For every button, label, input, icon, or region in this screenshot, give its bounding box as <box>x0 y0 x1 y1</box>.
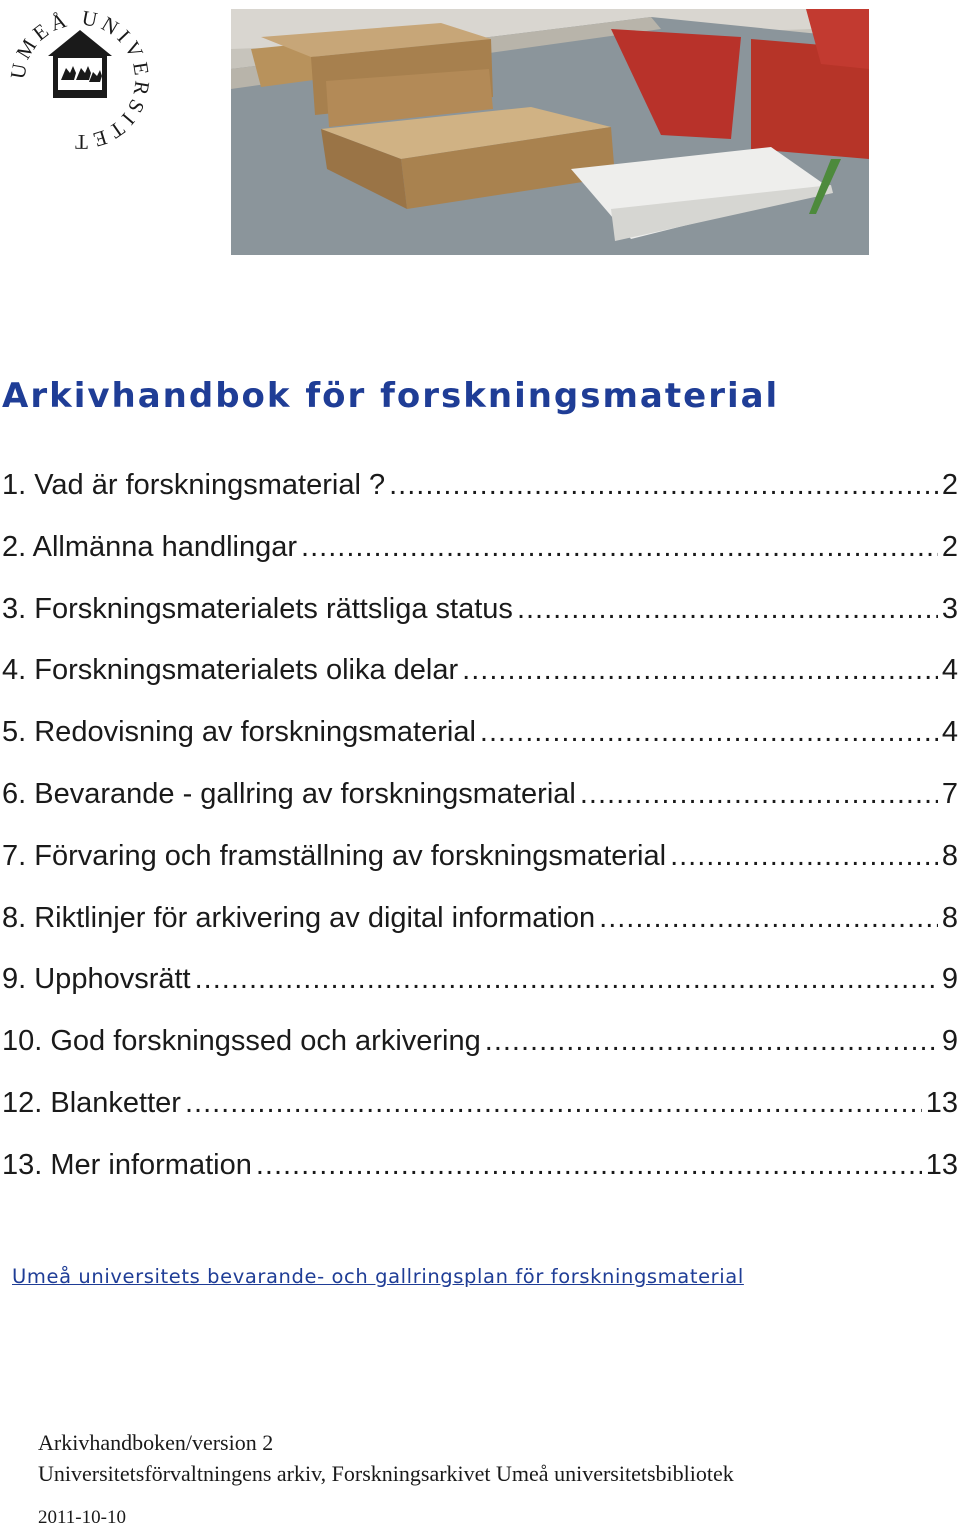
toc-entry[interactable] <box>0 647 960 709</box>
toc-entry-page: 4 <box>941 716 958 749</box>
archive-boxes-photo <box>231 9 869 255</box>
toc-entry-page: 4 <box>941 654 958 687</box>
toc-leader-dots <box>485 1018 938 1064</box>
toc-entry[interactable] <box>0 709 960 771</box>
university-logo <box>0 0 160 160</box>
toc-entry-page: 3 <box>941 592 958 625</box>
toc-entry-label: 10. God forskningssed och arkivering <box>2 1025 481 1058</box>
toc-entry[interactable] <box>0 524 960 586</box>
toc-entry-label: 13. Mer information <box>2 1148 252 1181</box>
toc-entry[interactable] <box>0 1018 960 1080</box>
toc-entry-label: 12. Blanketter <box>2 1086 181 1119</box>
toc-entry[interactable] <box>0 1142 960 1204</box>
toc-entry[interactable] <box>0 1080 960 1142</box>
toc-entry[interactable] <box>0 895 960 957</box>
toc-leader-dots <box>670 833 938 879</box>
toc-entry[interactable] <box>0 833 960 895</box>
toc-entry-label: 3. Forskningsmaterialets rättsliga status <box>2 592 513 625</box>
preservation-plan-link[interactable]: Umeå universitets bevarande- och gallringsplan för forskningsmaterial <box>12 1265 744 1288</box>
toc-entry-label: 4. Forskningsmaterialets olika delar <box>2 654 459 687</box>
toc-leader-dots <box>480 709 938 755</box>
toc-entry-page: 8 <box>941 901 958 934</box>
toc-entry-page: 7 <box>941 777 958 810</box>
toc-entry-page: 13 <box>925 1086 958 1119</box>
toc-entry-label: 6. Bevarande - gallring av forskningsmaterial <box>2 777 576 810</box>
toc-entry-page: 13 <box>925 1148 958 1181</box>
toc-leader-dots <box>185 1080 922 1126</box>
toc-entry-page: 2 <box>941 530 958 563</box>
toc-entry-page: 9 <box>941 963 958 996</box>
toc-entry-label: 9. Upphovsrätt <box>2 963 191 996</box>
footer-publisher: Universitetsförvaltningens arkiv, Forskningsarkivet Umeå universitetsbibliotek <box>38 1461 734 1486</box>
toc-leader-dots <box>301 524 938 570</box>
logo-text: UMEÅ UNIVERSITET <box>5 5 155 155</box>
toc-entry-page: 9 <box>941 1025 958 1058</box>
footer-version: Arkivhandboken/version 2 <box>38 1430 274 1455</box>
toc-entry-page: 2 <box>941 469 958 501</box>
document-title: Arkivhandbok för forskningsmaterial <box>2 376 780 416</box>
toc-entry[interactable] <box>0 771 960 833</box>
toc-leader-dots <box>389 462 938 508</box>
table-of-contents <box>0 462 960 1204</box>
toc-entry[interactable] <box>0 956 960 1018</box>
toc-leader-dots <box>580 771 938 817</box>
toc-entry-label: 8. Riktlinjer för arkivering av digital information <box>2 901 596 934</box>
toc-leader-dots <box>517 586 938 632</box>
toc-leader-dots <box>256 1142 922 1188</box>
toc-entry-label: 1. Vad är forskningsmaterial ? <box>2 469 386 501</box>
footer-date: 2011-10-10 <box>38 1507 126 1528</box>
toc-leader-dots <box>462 647 938 693</box>
toc-entry[interactable] <box>0 586 960 648</box>
toc-leader-dots <box>599 895 938 941</box>
toc-entry-page: 8 <box>941 839 958 872</box>
toc-entry[interactable] <box>0 462 960 524</box>
toc-entry-label: 2. Allmänna handlingar <box>2 530 298 563</box>
toc-entry-label: 7. Förvaring och framställning av forskningsmaterial <box>2 839 667 872</box>
toc-leader-dots <box>195 956 938 1002</box>
toc-entry-label: 5. Redovisning av forskningsmaterial <box>2 716 476 749</box>
